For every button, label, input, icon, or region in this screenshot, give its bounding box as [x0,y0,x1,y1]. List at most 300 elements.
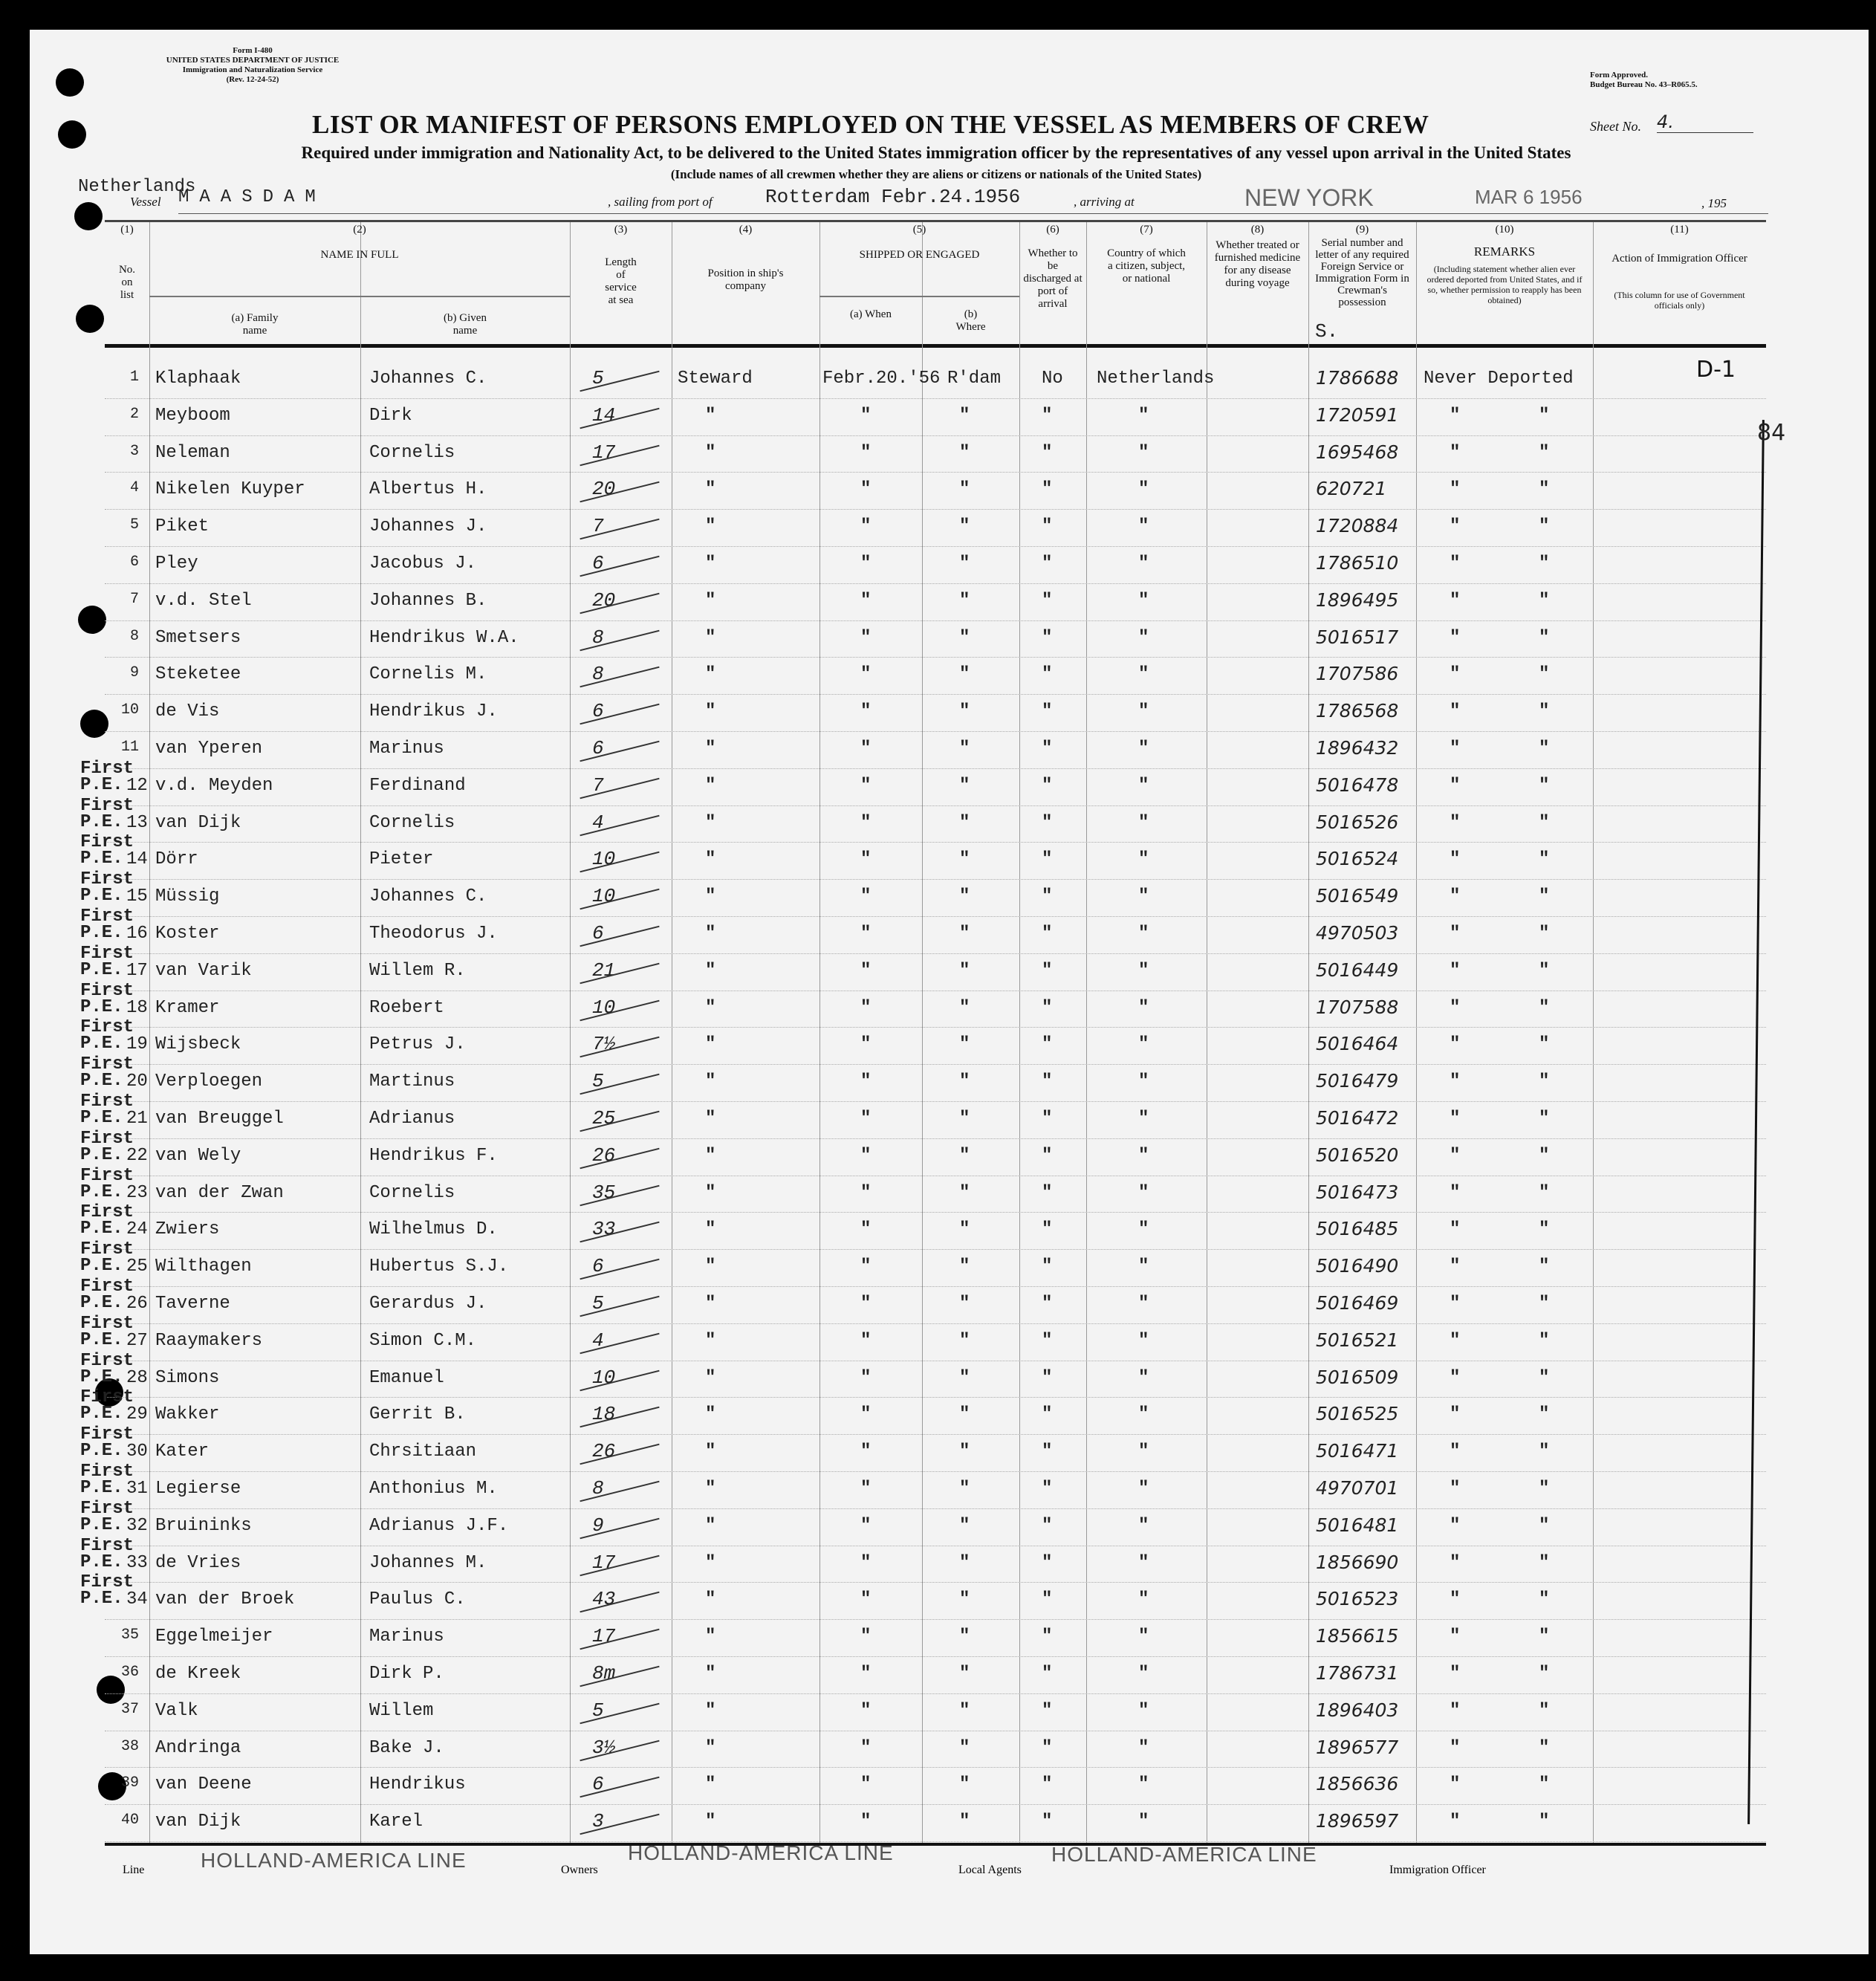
remarks-ditto: " [1450,1034,1461,1055]
discharge-ditto: " [1042,1367,1053,1388]
family-name: de Kreek [155,1664,241,1684]
shipped-when-ditto: " [860,739,872,759]
position-ditto: " [705,1257,716,1277]
remarks-ditto: " [1450,1700,1461,1721]
first-pe-label: First [80,1572,134,1593]
punch-hole [76,305,104,333]
length-of-service: 26 [592,1440,616,1463]
c6-number: (6) [1046,224,1059,236]
first-pe-label: P.E. [80,849,123,869]
first-pe-label: P.E. [80,1441,123,1462]
remarks-ditto: " [1539,442,1550,463]
discharge-ditto: " [1042,1145,1053,1166]
length-of-service: 14 [592,403,616,427]
first-pe-label: First [80,1054,134,1075]
given-name: Theodorus J. [369,924,498,944]
country-ditto: " [1138,739,1149,759]
remarks-ditto: " [1450,1664,1461,1684]
remarks-ditto: " [1450,1071,1461,1092]
discharge-ditto: " [1042,1479,1053,1499]
shipped-when-ditto: " [860,1479,872,1499]
family-name: Meyboom [155,405,230,426]
year-label: , 195 [1701,196,1727,210]
given-name: Simon C.M. [369,1330,477,1351]
length-of-service: 6 [592,1255,604,1278]
row-rule [105,1434,1766,1435]
revision: (Rev. 12-24-52) [226,75,279,84]
family-name: Nikelen Kuyper [155,479,305,500]
c5-label: SHIPPED OR ENGAGED [859,249,980,261]
given-name: Johannes J. [369,516,487,537]
shipped-when-ditto: " [860,1589,872,1610]
owners-label: Owners [561,1864,598,1876]
given-name: Johannes B. [369,590,487,611]
serial-number: 1695468 [1316,441,1399,463]
discharge-ditto: " [1042,775,1053,796]
table-row [0,1387,1876,1437]
remarks-ditto: " [1450,849,1461,870]
remarks-ditto: " [1539,1627,1550,1647]
owners-stamp: HOLLAND-AMERICA LINE [628,1841,894,1864]
first-pe-label: First [80,1313,134,1334]
discharge-ditto: " [1042,1071,1053,1092]
vessel-name: MAASDAM [178,187,326,207]
form-number: Form I-480 [233,46,273,55]
family-name: de Vries [155,1552,241,1573]
discharge-ditto: " [1042,664,1053,685]
family-name: Legierse [155,1479,241,1499]
remarks-ditto: " [1450,1442,1461,1462]
length-of-service: 10 [592,885,616,908]
discharge-ditto: " [1042,1257,1053,1277]
c9-label: Serial number and letter of any required Foreign Service or Immigration Form in Crewman's possession [1315,237,1409,308]
first-pe-label: First [80,832,134,853]
length-of-service: 6 [592,552,604,574]
row-number: 6 [129,554,139,571]
remarks-ditto: " [1450,960,1461,981]
row-rule [105,1323,1766,1324]
c9-mark: S. [1315,320,1339,343]
first-pe-label: P.E. [80,1552,123,1572]
length-of-service: 6 [592,700,604,723]
given-name: Martinus [369,1071,455,1092]
given-name: Pieter [369,849,434,870]
serial-number: 1786731 [1316,1662,1399,1684]
serial-number: 5016469 [1316,1292,1399,1314]
remarks-ditto: " [1539,1552,1550,1573]
first-pe-label: First [80,1350,134,1371]
remarks-ditto: " [1539,1071,1550,1092]
remarks-ditto: " [1539,590,1550,611]
remarks-ditto: " [1539,554,1550,574]
arriving-port: NEW YORK [1244,184,1374,211]
shipped-where-ditto: " [959,701,970,722]
row-rule [105,1619,1766,1620]
row-number: 2 [129,405,139,423]
sailing-label: , sailing from port of [608,195,713,209]
family-name: van der Zwan [155,1182,284,1203]
row-rule [105,435,1766,436]
row-number: 29 [126,1404,148,1425]
table-row [0,1462,1876,1511]
shipped-where-ditto: " [959,627,970,648]
remarks-ditto: " [1450,997,1461,1018]
country-ditto: " [1138,849,1149,870]
first-pe-label: P.E. [80,1181,123,1202]
length-of-service: 3 [592,1810,604,1833]
discharge-ditto: " [1042,1330,1053,1351]
discharge-ditto: " [1042,479,1053,500]
remarks-ditto: " [1450,1330,1461,1351]
table-row [0,1017,1876,1067]
shipped-when-ditto: " [860,1034,872,1055]
row-rule [105,509,1766,510]
shipped-where-ditto: " [959,1664,970,1684]
remarks-ditto: " [1539,1774,1550,1795]
length-of-service: 25 [592,1107,616,1129]
serial-number: 5016549 [1316,885,1399,907]
serial-number: 5016523 [1316,1588,1399,1610]
given-name: Petrus J. [369,1034,466,1055]
shipped-where-ditto: " [959,1627,970,1647]
country-ditto: " [1138,1034,1149,1055]
given-name: Chrsitiaan [369,1442,477,1462]
discharge-ditto: " [1042,1404,1053,1425]
first-pe-label: First [80,1535,134,1556]
discharge-ditto: " [1042,849,1053,870]
table-row [0,1770,1876,1807]
c6-label: Whether to be discharged at port of arrival [1023,247,1083,310]
shipped-when-ditto: " [860,1737,872,1758]
position-ditto: " [705,1589,716,1610]
shipped-when-ditto: " [860,1182,872,1203]
given-name: Paulus C. [369,1589,466,1610]
table-row [0,1350,1876,1401]
discharge-ditto: " [1042,812,1053,833]
first-pe-label: P.E. [80,1256,123,1277]
shipped-where-ditto: " [959,1479,970,1499]
length-of-service: 21 [592,959,616,982]
row-number: 31 [126,1479,148,1499]
margin-note: 84 [1757,420,1786,446]
row-rule [105,1767,1766,1768]
given-name: Cornelis M. [369,664,487,685]
table-row [0,1277,1876,1326]
serial-number: 5016525 [1316,1403,1399,1425]
shipped-when-ditto: " [860,479,872,500]
given-name: Willem [369,1700,434,1721]
remarks-ditto: " [1539,1479,1550,1499]
remarks-ditto: " [1450,1589,1461,1610]
country-ditto: " [1138,924,1149,944]
row-number: 8 [129,627,139,645]
serial-number: 1896597 [1316,1810,1399,1832]
table-row [0,1622,1876,1659]
first-pe-label: P.E. [80,1144,123,1165]
country-ditto: " [1138,1627,1149,1647]
position-ditto: " [705,1109,716,1129]
c4-number: (4) [739,224,753,236]
position-ditto: " [705,664,716,685]
row-number: 1 [129,369,139,386]
family-name: Wakker [155,1404,220,1425]
serial-number: 5016478 [1316,774,1399,796]
table-row [0,1165,1876,1216]
length-of-service: 5 [592,1699,604,1722]
position: Steward [678,369,753,389]
service: Immigration and Naturalization Service [182,65,323,74]
discharge-ditto: " [1042,442,1053,463]
c4-label: Position in ship's company [707,268,784,292]
given-name: Wilhelmus D. [369,1219,498,1240]
shipped-when-ditto: " [860,812,872,833]
shipped-when-ditto: " [860,924,872,944]
given-name: Cornelis [369,812,455,833]
given-name: Gerardus J. [369,1294,487,1314]
remarks-ditto: " [1450,1109,1461,1129]
remarks-ditto: " [1539,1812,1550,1832]
vessel-underline [178,213,1768,214]
length-of-service: 8m [592,1662,616,1685]
table-row [0,586,1876,623]
position-ditto: " [705,1404,716,1425]
shipped-when-ditto: " [860,1219,872,1240]
given-name: Emanuel [369,1367,444,1388]
length-of-service: 10 [592,1366,616,1389]
length-of-service: 10 [592,848,616,871]
position-ditto: " [705,627,716,648]
discharge-ditto: " [1042,1442,1053,1462]
serial-number: 5016509 [1316,1366,1399,1388]
remarks-ditto: " [1450,1552,1461,1573]
shipped-when-ditto: " [860,701,872,722]
serial-number: 1896495 [1316,589,1399,611]
shipped-where-ditto: " [959,1034,970,1055]
country-ditto: " [1138,1367,1149,1388]
length-of-service: 9 [592,1514,604,1537]
table-row [0,1659,1876,1696]
discharge-ditto: " [1042,1700,1053,1721]
family-name: Klaphaak [155,369,241,389]
row-number: 39 [120,1774,139,1792]
c9-number: (9) [1355,224,1369,236]
remarks-ditto: " [1539,664,1550,685]
discharge-ditto: " [1042,1515,1053,1536]
position-ditto: " [705,1330,716,1351]
shipped-when-ditto: " [860,1404,872,1425]
family-name: Koster [155,924,220,944]
shipped-when-ditto: " [860,886,872,907]
position-ditto: " [705,960,716,981]
punch-hole [56,68,84,97]
country-ditto: " [1138,1479,1149,1499]
table-row [0,943,1876,993]
serial-number: 1786510 [1316,552,1399,574]
agents-stamp: HOLLAND-AMERICA LINE [1051,1843,1317,1866]
serial-number: 1896432 [1316,737,1399,759]
c1-label: No. on list [118,264,136,301]
family-name: van der Broek [155,1589,295,1610]
shipped-when-ditto: " [860,775,872,796]
given-name: Karel [369,1812,423,1832]
first-pe-label: P.E. [80,1404,123,1424]
discharge-ditto: " [1042,1627,1053,1647]
family-name: Smetsers [155,627,241,648]
shipped-where-ditto: " [959,1071,970,1092]
length-of-service: 20 [592,589,616,612]
remarks-ditto: " [1450,924,1461,944]
c5b-label: (b) Where [955,308,986,333]
serial-number: 620721 [1316,478,1387,500]
table-row [0,980,1876,1031]
length-of-service: 33 [592,1218,616,1241]
row-rule [105,472,1766,473]
length-of-service: 5 [592,1070,604,1093]
remarks-ditto: " [1539,775,1550,796]
length-of-service: 5 [592,1292,604,1314]
given-name: Albertus H. [369,479,487,500]
c11-label: Action of Immigration Officer [1612,253,1747,265]
remarks-ditto: " [1450,812,1461,833]
remarks-ditto: " [1450,1515,1461,1536]
serial-number: 5016517 [1316,626,1399,648]
row-rule [105,1212,1766,1213]
shipped-when-ditto: " [860,1812,872,1832]
country-ditto: " [1138,960,1149,981]
subtitle: Required under immigration and Nationality Act, to be delivered to the United States immigration officer by the representatives of any vessel upon arrival in the United States [301,143,1571,162]
given-name: Bake J. [369,1737,444,1758]
country-ditto: " [1138,1182,1149,1203]
row-rule [105,953,1766,954]
c10-number: (10) [1495,224,1514,236]
family-name: van Breuggel [155,1109,284,1129]
row-number: 28 [126,1367,148,1388]
c2-number: (2) [353,224,366,236]
shipped-when-ditto: " [860,1071,872,1092]
approved-label: Form Approved. [1590,71,1649,80]
length-of-service: 17 [592,1551,616,1574]
given-name: Ferdinand [369,775,466,796]
country: Netherlands [1097,369,1215,389]
c10-label: REMARKS [1473,244,1536,259]
shipped-where-ditto: " [959,924,970,944]
shipped-where-ditto: " [959,1812,970,1832]
first-pe-label: First [80,795,134,816]
shipped-when-ditto: " [860,405,872,426]
remarks-ditto: " [1450,1774,1461,1795]
family-name: Steketee [155,664,241,685]
position-ditto: " [705,1479,716,1499]
discharge-ditto: " [1042,701,1053,722]
row-number: 3 [129,442,139,460]
row-rule [105,694,1766,695]
row-rule [105,1064,1766,1065]
table-row [0,1239,1876,1289]
shipped-when-ditto: " [860,1294,872,1314]
remarks-ditto: " [1450,775,1461,796]
remarks-ditto: " [1539,516,1550,537]
shipped-when-ditto: " [860,1515,872,1536]
c1-number: (1) [120,224,134,236]
department: UNITED STATES DEPARTMENT OF JUSTICE [166,56,340,65]
given-name: Gerrit B. [369,1404,466,1425]
first-pe-label: First [80,869,134,890]
length-of-service: 4 [592,811,604,834]
first-pe-label: P.E. [80,886,123,907]
table-row [0,475,1876,512]
country-ditto: " [1138,1700,1149,1721]
remarks-ditto: " [1450,1219,1461,1240]
given-name: Johannes C. [369,369,487,389]
row-number: 4 [129,479,139,497]
position-ditto: " [705,442,716,463]
length-of-service: 7½ [592,1033,616,1056]
row-number: 25 [126,1257,148,1277]
first-pe-label: P.E. [80,1293,123,1313]
given-name: Anthonius M. [369,1479,498,1499]
table-row [0,1498,1876,1549]
remarks-ditto: " [1450,1479,1461,1499]
table-row [0,1807,1876,1844]
position-ditto: " [705,1219,716,1240]
family-name: Raaymakers [155,1330,263,1351]
country-ditto: " [1138,1257,1149,1277]
position-ditto: " [705,405,716,426]
c8-label: Whether treated or furnished medicine for any disease during voyage [1214,239,1301,289]
family-name: Dörr [155,849,198,870]
shipped-where-ditto: " [959,1330,970,1351]
row-rule [105,398,1766,399]
table-row [0,758,1876,808]
row-number: 15 [126,886,148,907]
position-ditto: " [705,886,716,907]
country-ditto: " [1138,1442,1149,1462]
discharge-ditto: " [1042,997,1053,1018]
row-number: 24 [126,1219,148,1240]
country-ditto: " [1138,554,1149,574]
remarks-ditto: " [1539,886,1550,907]
first-pe-label: P.E. [80,1219,123,1239]
arriving-label: , arriving at [1074,195,1135,209]
table-row [0,549,1876,586]
country-ditto: " [1138,1330,1149,1351]
remarks-ditto: " [1450,886,1461,907]
given-name: Hendrikus F. [369,1145,498,1166]
row-number: 21 [126,1109,148,1129]
country-ditto: " [1138,1737,1149,1758]
shipped-where-ditto: " [959,1515,970,1536]
shipped-where-ditto: " [959,590,970,611]
family-name: Zwiers [155,1219,220,1240]
position-ditto: " [705,1367,716,1388]
row-number: 34 [126,1589,148,1610]
sailing-port-date: Rotterdam Febr.24.1956 [765,186,1021,208]
c5-number: (5) [912,224,926,236]
table-row [0,364,1876,401]
shipped-where-ditto: " [959,812,970,833]
table-row [0,623,1876,661]
shipped-where-ditto: " [959,1294,970,1314]
position-ditto: " [705,1664,716,1684]
first-pe-label: First [80,1202,134,1223]
length-of-service: 6 [592,737,604,759]
shipped-where-ditto: " [959,1182,970,1203]
family-name: Wijsbeck [155,1034,241,1055]
remarks-ditto: " [1539,1515,1550,1536]
position-ditto: " [705,516,716,537]
shipped-where-ditto: " [959,664,970,685]
family-name: v.d. Stel [155,590,252,611]
